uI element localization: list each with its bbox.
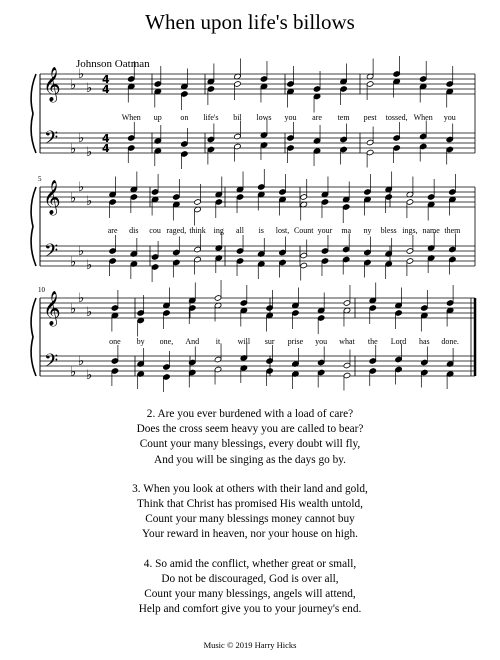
lyric-syllable: bil (233, 113, 242, 122)
flat-sign: ♭ (78, 291, 85, 306)
lyric-syllable: life's (203, 113, 219, 122)
measure-number: 5 (38, 175, 42, 183)
lyric-syllable: all (236, 226, 245, 235)
flat-sign: ♭ (86, 194, 93, 209)
treble-clef-icon: 𝄞 (43, 180, 61, 215)
verse-line: 4. So amid the conflict, whether great or small, (143, 557, 357, 570)
lyric-syllable: prise (287, 337, 304, 346)
flat-sign: ♭ (86, 305, 93, 320)
lyric-syllable: lows (256, 113, 272, 122)
flat-sign: ♭ (70, 255, 77, 270)
flat-sign: ♭ (70, 191, 77, 206)
lyric-syllable: ny (363, 226, 372, 235)
verse-line: Help and comfort give you to your journey's end. (138, 603, 362, 616)
lyric-syllable: it (215, 337, 221, 346)
lyric-syllable: them (444, 226, 461, 235)
lyric-syllable: And (185, 337, 200, 346)
lyric-syllable: When (413, 113, 433, 122)
lyric-syllable: has (418, 337, 430, 346)
lyric-syllable: you (443, 113, 456, 122)
lyric-syllable: When (121, 113, 141, 122)
verse-4 (0, 557, 500, 618)
flat-sign: ♭ (78, 354, 85, 369)
lyric-syllable: what (339, 337, 355, 346)
verse-line: Do not be discouraged, God is over all, (161, 572, 339, 585)
lyric-syllable: tossed, (385, 113, 408, 122)
lyric-syllable: are (312, 113, 322, 122)
bass-clef-icon: 𝄢 (44, 241, 59, 266)
verse-line: And you will be singing as the days go by. (154, 453, 346, 466)
lyric-syllable: on (180, 113, 189, 122)
lyric-syllable: raged, (166, 226, 187, 235)
brace (31, 74, 36, 153)
lyric-syllable: ma (341, 226, 352, 235)
flat-sign: ♭ (78, 244, 85, 259)
brace (31, 187, 36, 266)
verse-line: 3. When you look at others with their land and gold, (132, 482, 368, 495)
lyric-syllable: Count (293, 226, 314, 235)
lyric-syllable: lost, (275, 226, 290, 235)
lyric-syllable: think (189, 226, 206, 235)
flat-sign: ♭ (70, 365, 77, 380)
verse-line: 2. Are you ever burdened with a load of care? (146, 408, 354, 420)
flat-sign: ♭ (86, 145, 93, 160)
time-signature-top: 4 (102, 132, 110, 145)
copyright-footer: Music © 2019 Harry Hicks (203, 640, 297, 650)
flat-sign: ♭ (86, 81, 93, 96)
lyric-syllable: bless (380, 226, 397, 235)
lyric-syllable: name (422, 226, 440, 235)
flat-sign: ♭ (78, 67, 85, 82)
verse-line: Does the cross seem heavy you are called to bear? (136, 423, 364, 436)
treble-clef-icon: 𝄞 (43, 67, 61, 102)
verse-line: Count your many blessings money cannot buy (145, 513, 355, 526)
lyric-syllable: sur (264, 337, 275, 346)
measure-number: 10 (38, 286, 45, 294)
verses-block (0, 407, 500, 631)
lyric-syllable: up (153, 113, 162, 122)
verse-line: Think that Christ has promised His wealth untold, (137, 498, 363, 511)
lyric-syllable: ing (213, 226, 224, 235)
time-signature-bottom: 4 (102, 142, 110, 155)
treble-clef-icon: 𝄞 (43, 291, 61, 326)
lyric-syllable: you (284, 113, 297, 122)
lyric-syllable: dis (129, 226, 139, 235)
lyricist-credit: Johnson Oatman (76, 58, 150, 70)
lyric-syllable: your (317, 226, 333, 235)
lyric-syllable: are (107, 226, 118, 235)
lyric-syllable: one (109, 337, 121, 346)
lyric-syllable: ings, (402, 226, 418, 235)
verse-line: Your reward in heaven, nor your house on high. (142, 528, 358, 541)
flat-sign: ♭ (70, 142, 77, 157)
song-title: When upon life's billows (145, 10, 355, 34)
flat-sign: ♭ (78, 180, 85, 195)
lyric-syllable: one, (159, 337, 174, 346)
flat-sign: ♭ (70, 78, 77, 93)
lyric-syllable: will (237, 337, 251, 346)
verse-line: Count your many blessings, every doubt will fly, (139, 438, 361, 451)
lyric-syllable: cou (149, 226, 161, 235)
bass-clef-icon: 𝄢 (44, 128, 59, 153)
lyric-syllable: you (315, 337, 328, 346)
verse-2 (0, 407, 500, 468)
lyric-syllable: tem (337, 113, 350, 122)
bass-clef-icon: 𝄢 (44, 351, 59, 376)
flat-sign: ♭ (78, 131, 85, 146)
brace (31, 298, 36, 376)
verse-3 (0, 482, 500, 543)
time-signature-bottom: 4 (102, 83, 110, 96)
verse-line: Count your many blessings, angels will attend, (144, 588, 356, 601)
lyric-syllable: done. (441, 337, 459, 346)
flat-sign: ♭ (86, 258, 93, 273)
flat-sign: ♭ (86, 368, 93, 383)
flat-sign: ♭ (70, 302, 77, 317)
lyric-syllable: by (136, 337, 145, 346)
lyric-syllable: Lord (390, 337, 407, 346)
lyric-syllable: pest (363, 113, 377, 122)
lyric-syllable: is (258, 226, 264, 235)
lyric-syllable: the (367, 337, 378, 346)
time-signature-top: 4 (102, 73, 110, 86)
